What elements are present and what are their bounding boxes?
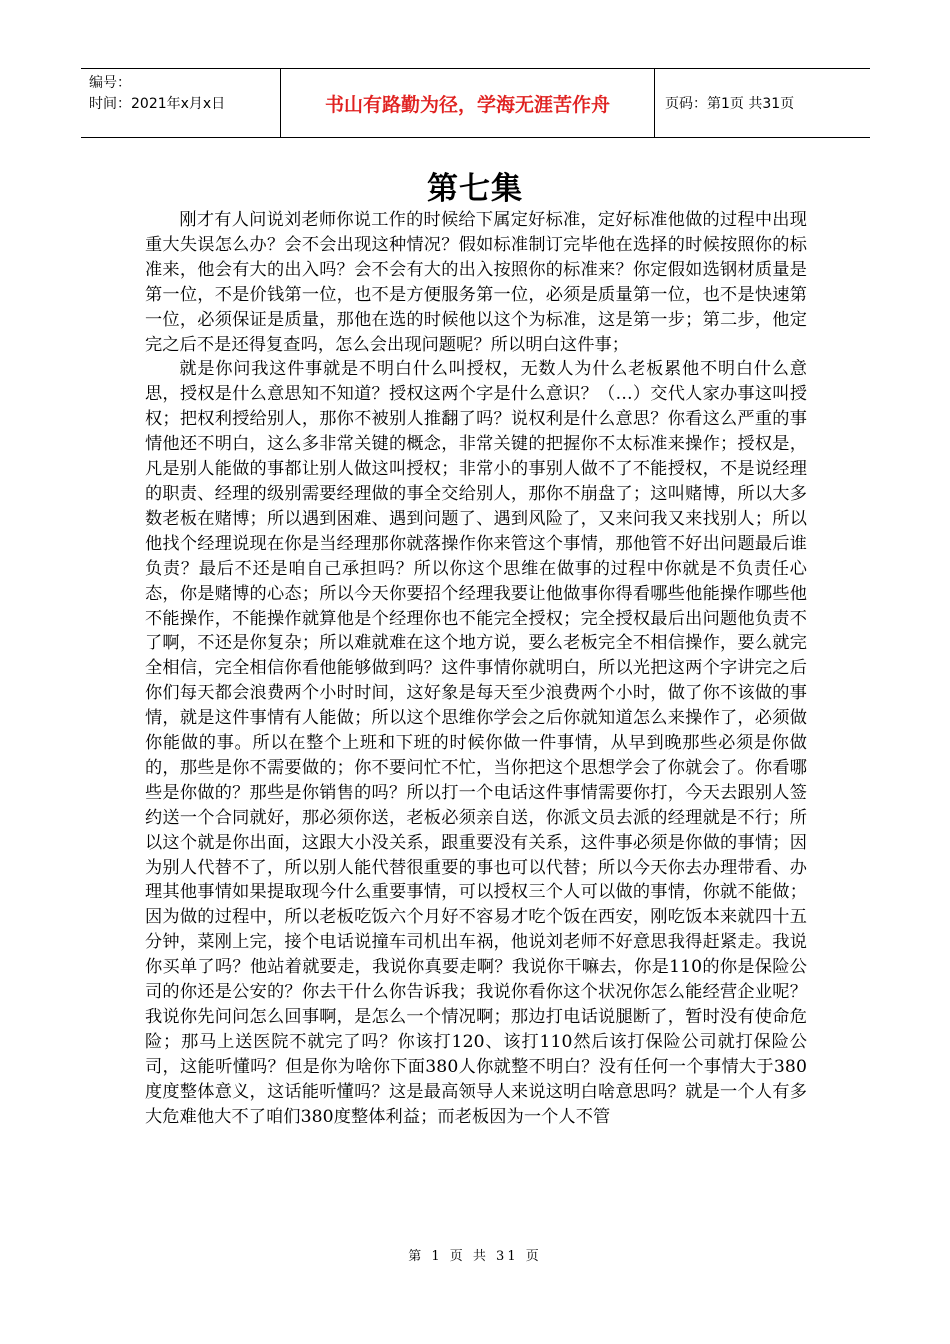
document-time-label: 时间：2021年x月x日 (89, 96, 226, 112)
header-page-info: 页码：第1页 共31页 (665, 96, 795, 112)
document-number-label: 编号： (89, 75, 131, 91)
document-body (145, 208, 807, 1130)
header-meta (81, 69, 280, 137)
document-header (81, 68, 870, 138)
body-paragraph: 就是你问我这件事就是不明白什么叫授权，无数人为什么老板累他不明白什么意思，授权是什么意思知不知道？授权这两个字是什么意识？（…）交代人家办事这叫授权；把权利授给别人，那你不被别人推翻了吗？说权利是什么意思？你看这么严重的事情他还不明白，这么多非常关键的概念，非常关键的把握你不太标准来操作；授权是，凡是别人能做的事都让别人做这叫授权；非常小的事别人做不了不能授权，不是说经理的职责、经理的级别需要经理做的事全交给别人，那你不崩盘了；这叫赌博，所以大多数老板在赌博；所以遇到困难、遇到问题了、遇到风险了，又来问我又来找别人；所以他找个经理说现在你是当经理那你就落操作你来管这个事情，那他管不好出问题最后谁负责？最后不还是咱自己承担吗？所以你这个思维在做事的过程中你就是不负责任心态，你是赌博的心态；所以今天你要招个经理我要让他做事你得看哪些他能操作哪些他不能操作，不能操作就算他是个经理你也不能完全授权；完全授权最后出问题他负责不了啊，不还是你复杂；所以难就难在这个地方说，要么老板完全不相信操作，要么就完全相信，完全相信你看他能够做到吗？这件事情你就明白，所以光把这两个字讲完之后你们每天都会浪费两个小时时间，这好象是每天至少浪费两个小时，做了你不该做的事情，就是这件事情有人能做；所以这个思维你学会之后你就知道怎么来操作了，必须做你能做的事。所以在整个上班和下班的时候你做一件事情，从早到晚那些必须是你做的，那些是你不需要做的；你不要问忙不忙，当你把这个思想学会了你就会了。你看哪些是你做的？那些是你销售的吗？所以打一个电话这件事情需要你打，今天去跟别人签约送一个合同就好，那必须你送，老板必须亲自送，你派文员去派的经理就是不行；所以这个就是你出面，这跟大小没关系，跟重要没有关系，这件事必须是你做的事情；因为别人代替不了，所以别人能代替很重要的事也可以代替；所以今天你去办理带看、办理其他事情如果提取现今什么重要事情，可以授权三个人可以做的事情，你就不能做；因为做的过程中，所以老板吃饭六个月好不容易才吃个饭在西安，刚吃饭本来就四十五分钟，菜刚上完，接个电话说撞车司机出车祸，他说刘老师不好意思我得赶紧走。我说你买单了吗？他站着就要走，我说你真要走啊？我说你干嘛去，你是110的你是保险公司的你还是公安的？你去干什么你告诉我；我说你看你这个状况你怎么能经营企业呢？我说你先问问怎么回事啊，是怎么一个情况啊；那边打电话说腿断了，暂时没有使命危险；那马上送医院不就完了吗？你该打120、该打110然后该打保险公司就打保险公司，这能听懂吗？但是你为啥你下面380人你就整不明白？没有任何一个事情大于380度度整体意义，这话能听懂吗？这是最高领导人来说这明白啥意思吗？就是一个人有多大危难他大不了咱们380度整体利益；而老板因为一个人不管 (145, 359, 807, 1127)
body-paragraph: 刚才有人问说刘老师你说工作的时候给下属定好标准，定好标准他做的过程中出现重大失误怎么办？会不会出现这种情况？假如标准制订完毕他在选择的时候按照你的标准来，他会有大的出入吗？会不会有大的出入按照你的标准来？你定假如选钢材质量是第一位，不是价钱第一位，也不是方便服务第一位，必须是质量第一位，也不是快速第一位，必须保证是质量，那他在选的时候他以这个为标准，这是第一步；第二步，他定完之后不是还得复查吗，怎么会出现问题呢？所以明白这件事； (145, 210, 807, 355)
document-title: 第七集 (427, 171, 523, 207)
header-motto: 书山有路勤为径，学海无涯苦作舟 (280, 69, 655, 137)
page-footer: 第 1 页 共 31 页 (408, 1249, 542, 1264)
